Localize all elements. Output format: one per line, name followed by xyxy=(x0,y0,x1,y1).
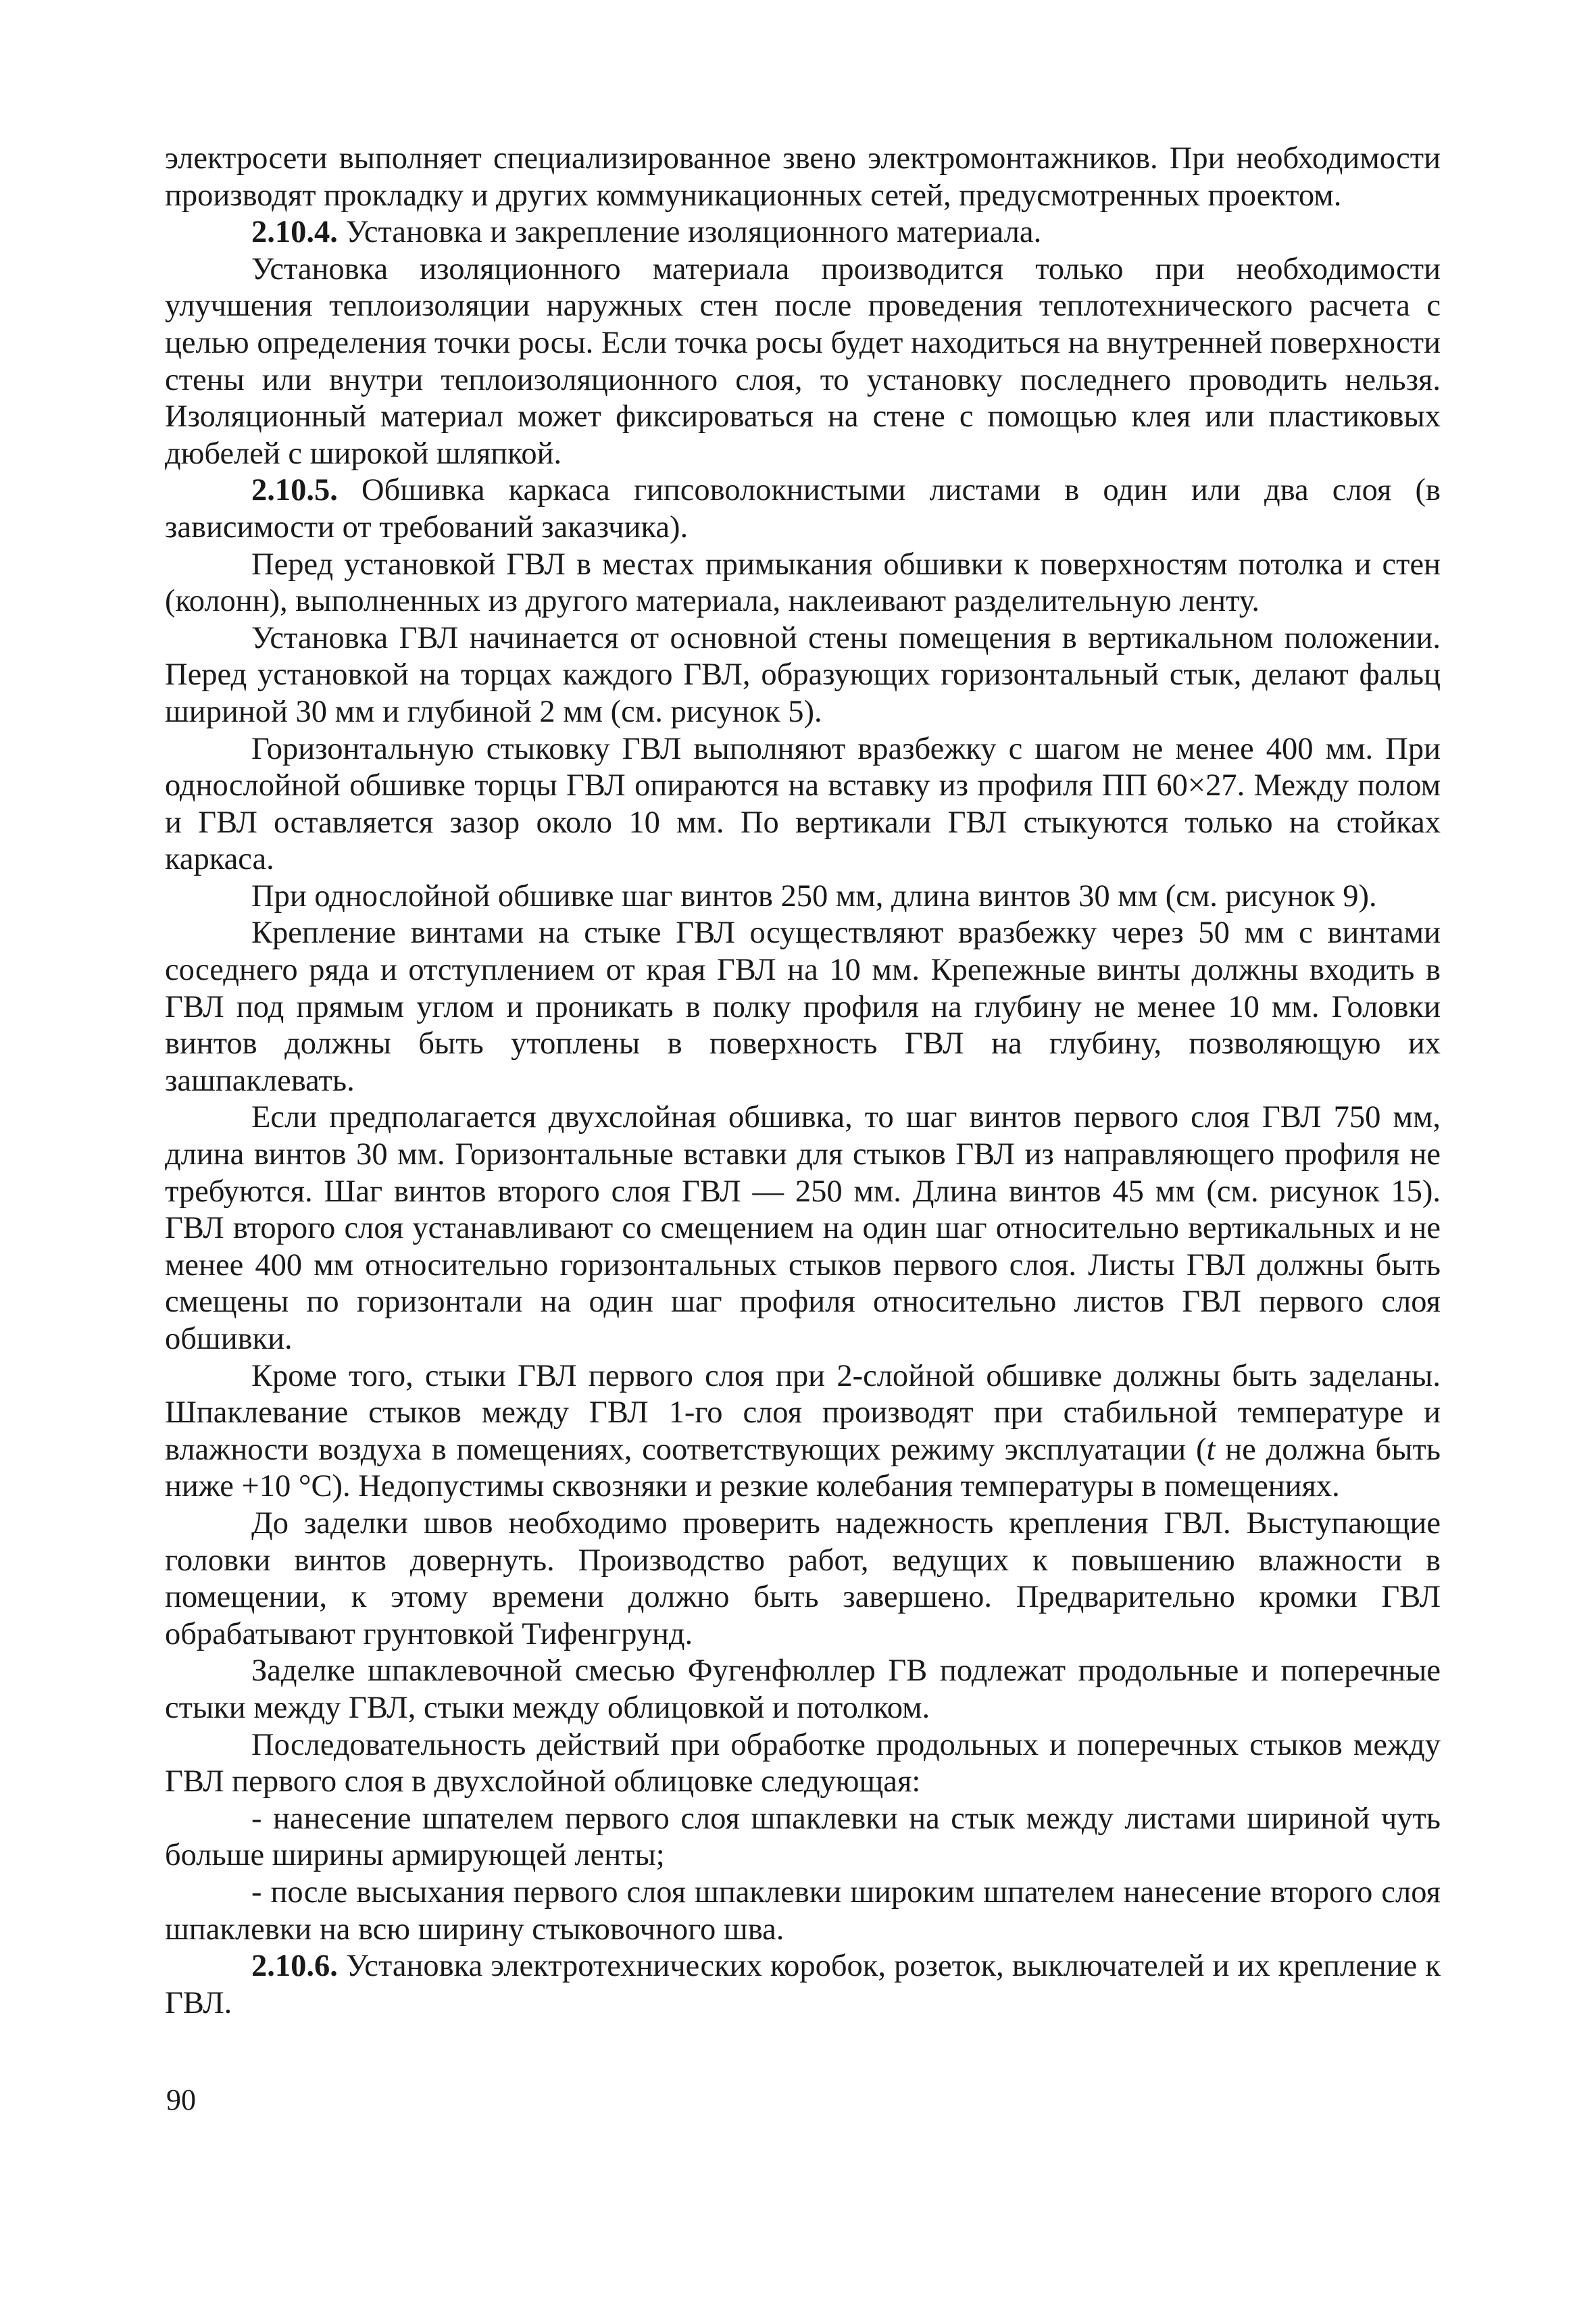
section-title: Установка и закрепление изоляционного материала. xyxy=(337,215,1042,250)
section-title: Установка электротехнических коробок, розеток, выключателей и их крепление к ГВЛ. xyxy=(165,1949,1441,2020)
paragraph xyxy=(165,620,1441,731)
paragraph-text: Последовательность действий при обработке продольных и поперечных стыков между ГВЛ первого слоя в двухслойной облицовке следующая: xyxy=(165,1727,1441,1799)
paragraph-text: Кроме того, стыки ГВЛ первого слоя при 2-слойной обшивке должны быть заделаны. Шпаклевание стыков между ГВЛ 1-го слоя производят при стабильной температуре и влажности воздуха в помещениях, соответствующих режиму эксплуатации ( xyxy=(165,1358,1441,1467)
body-text xyxy=(165,141,1441,2022)
paragraph-text: Горизонтальную стыковку ГВЛ выполняют вразбежку с шагом не менее 400 мм. При однослойной обшивке торцы ГВЛ опираются на вставку из профиля ПП 60×27. Между полом и ГВЛ оставляется зазор около 10 мм. По вертикали ГВЛ стыкуются только на стойках каркаса. xyxy=(165,731,1441,877)
paragraph xyxy=(165,251,1441,473)
section-heading xyxy=(165,214,1441,251)
list-item xyxy=(165,1801,1441,1874)
temperature-variable: t xyxy=(1206,1432,1216,1467)
paragraph xyxy=(165,731,1441,878)
paragraph-text: электросети выполняет специализированное звено электромонтажников. При необходимости производят прокладку и других коммуникационных сетей, предусмотренных проектом. xyxy=(165,141,1441,213)
paragraph-text: Перед установкой ГВЛ в местах примыкания обшивки к поверхностям потолка и стен (колонн), выполненных из другого материала, наклеивают разделительную ленту. xyxy=(165,547,1441,619)
paragraph-text: Установка изоляционного материала производится только при необходимости улучшения теплоизоляции наружных стен после проведения теплотехнического расчета с целью определения точки росы. Если точка росы будет находиться на внутренней поверхности стены или внутри теплоизоляционного слоя, то установку последнего проводить нельзя. Изоляционный материал может фиксироваться на стене с помощью клея или пластиковых дюбелей с широкой шляпкой. xyxy=(165,251,1441,471)
section-heading xyxy=(165,1948,1441,2022)
paragraph-text: Если предполагается двухслойная обшивка, то шаг винтов первого слоя ГВЛ 750 мм, длина винтов 30 мм. Горизонтальные вставки для стыков ГВЛ из направляющего профиля не требуются. Шаг винтов второго слоя ГВЛ — 250 мм. Длина винтов 45 мм (см. рисунок 15). ГВЛ второго слоя устанавливают со смещением на один шаг относительно вертикальных и не менее 400 мм относительно горизонтальных стыков первого слоя. Листы ГВЛ должны быть смещены по горизонтали на один шаг профиля относительно листов ГВЛ первого слоя обшивки. xyxy=(165,1100,1441,1356)
paragraph xyxy=(165,1099,1441,1358)
section-number: 2.10.6. xyxy=(251,1949,338,1984)
section-number: 2.10.5. xyxy=(251,473,338,508)
paragraph xyxy=(165,141,1441,214)
paragraph xyxy=(165,1505,1441,1653)
page-number: 90 xyxy=(166,2083,196,2116)
paragraph xyxy=(165,1653,1441,1726)
paragraph-text: Установка ГВЛ начинается от основной стены помещения в вертикальном положении. Перед установкой на торцах каждого ГВЛ, образующих горизонтальный стык, делают фальц шириной 30 мм и глубиной 2 мм (см. рисунок 5). xyxy=(165,620,1441,729)
section-heading xyxy=(165,472,1441,546)
section-title: Обшивка каркаса гипсоволокнистыми листами в один или два слоя (в зависимости от требований заказчика). xyxy=(165,473,1441,545)
paragraph-text: Крепление винтами на стыке ГВЛ осуществляют вразбежку через 50 мм с винтами соседнего ряда и отступлением от края ГВЛ на 10 мм. Крепежные винты должны входить в ГВЛ под прямым углом и проникать в полку профиля на глубину не менее 10 мм. Головки винтов должны быть утоплены в поверхность ГВЛ на глубину, позволяющую их зашпаклевать. xyxy=(165,916,1441,1098)
section-number: 2.10.4. xyxy=(251,215,338,250)
paragraph-text: не должна быть ниже +10 °С). Недопустимы сквозняки и резкие колебания температуры в помещениях. xyxy=(165,1432,1441,1504)
list-item-text: - после высыхания первого слоя шпаклевки широким шпателем нанесение второго слоя шпаклевки на всю ширину стыковочного шва. xyxy=(165,1874,1441,1947)
paragraph xyxy=(165,878,1441,916)
paragraph xyxy=(165,1358,1441,1505)
paragraph-text: Заделке шпаклевочной смесью Фугенфюллер ГВ подлежат продольные и поперечные стыки между ГВЛ, стыки между облицовкой и потолком. xyxy=(165,1653,1441,1725)
paragraph xyxy=(165,547,1441,620)
paragraph xyxy=(165,1727,1441,1801)
paragraph-text: До заделки швов необходимо проверить надежность крепления ГВЛ. Выступающие головки винтов довернуть. Производство работ, ведущих к повышению влажности в помещении, к этому времени должно быть завершено. Предварительно кромки ГВЛ обрабатывают грунтовкой Тифенгрунд. xyxy=(165,1505,1441,1651)
paragraph-text: При однослойной обшивке шаг винтов 250 мм, длина винтов 30 мм (см. рисунок 9). xyxy=(251,878,1377,914)
list-item-text: - нанесение шпателем первого слоя шпаклевки на стык между листами шириной чуть больше ширины армирующей ленты; xyxy=(165,1801,1441,1873)
paragraph xyxy=(165,915,1441,1099)
list-item xyxy=(165,1874,1441,1948)
